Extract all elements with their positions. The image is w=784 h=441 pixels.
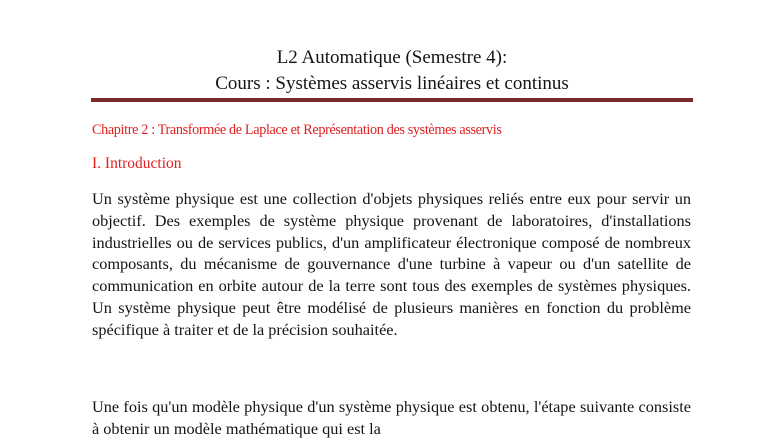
course-title-line-2: Cours : Systèmes asservis linéaires et continus: [215, 73, 569, 94]
section-title: I. Introduction: [92, 155, 182, 172]
header-divider: [91, 98, 693, 102]
body-paragraph-1: Un système physique est une collection d'objets physiques reliés entre eux pour servir un objectif. Des exemples de système physique provenant de laboratoires, d'installations industrielles ou de services publics, d'un amplificateur électronique composé de nombreux composants, du mécanisme de gouvernance d'une turbine à vapeur ou d'un satellite de communication en orbite autour de la terre sont tous des exemples de systèmes physiques. Un système physique peut être modélisé de plusieurs manières en fonction du problème spécifique à traiter et de la précision souhaitée.: [92, 189, 691, 339]
course-title-line-1: L2 Automatique (Semestre 4):: [276, 47, 508, 68]
body-paragraph-2: Une fois qu'un modèle physique d'un système physique est obtenu, l'étape suivante consiste à obtenir un modèle mathématique qui est la: [92, 397, 691, 438]
chapter-title: Chapitre 2 : Transformée de Laplace et Représentation des systèmes asservis: [92, 122, 502, 138]
